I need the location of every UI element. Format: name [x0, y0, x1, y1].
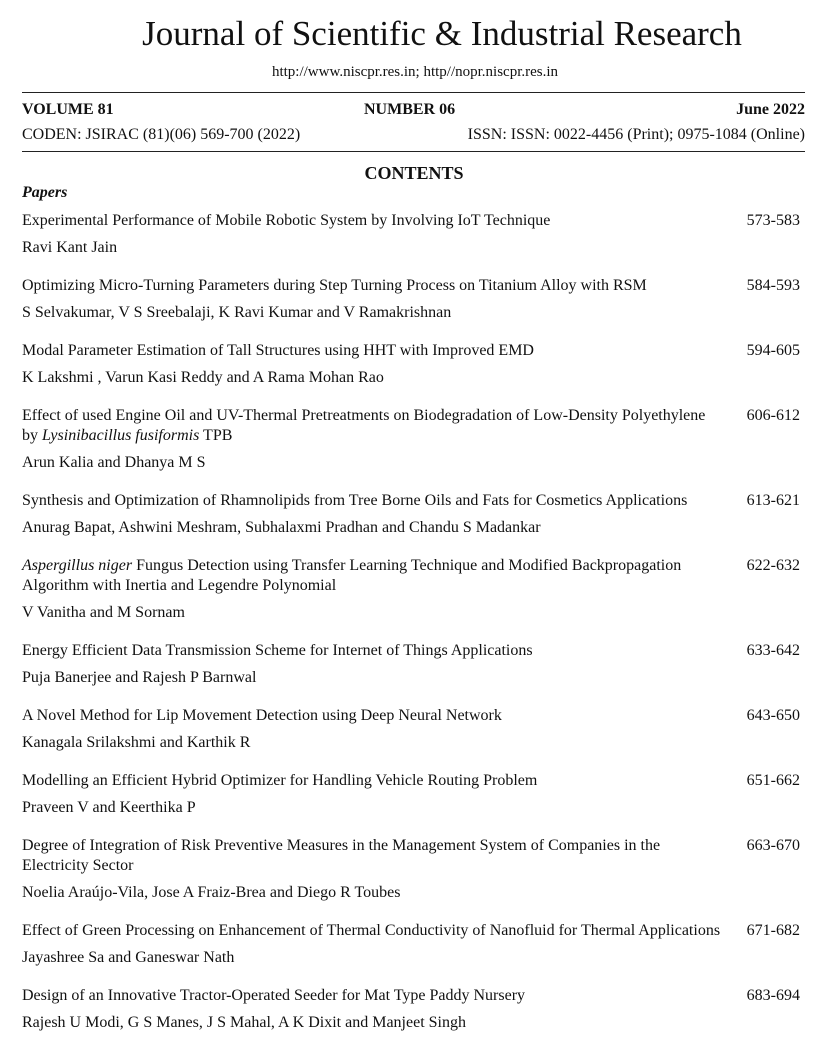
paper-title[interactable]: Effect of Green Processing on Enhancement of Thermal Conductivity of Nanofluid for Thermal Applications — [22, 922, 721, 939]
paper-title[interactable]: Design of an Innovative Tractor-Operated Seeder for Mat Type Paddy Nursery — [22, 987, 526, 1004]
paper-authors: Anurag Bapat, Ashwini Meshram, Subhalaxmi Pradhan and Chandu S Madankar — [22, 519, 541, 536]
issue-date: June 2022 — [736, 101, 805, 118]
number-label: NUMBER 06 — [364, 101, 456, 118]
paper-authors: Ravi Kant Jain — [22, 239, 118, 256]
paper-title[interactable]: Aspergillus niger Fungus Detection using Transfer Learning Technique and Modified Backpropagation Algorithm with Inertia and Legendre Polynomial — [22, 557, 682, 594]
paper-entry[interactable] — [22, 836, 807, 903]
paper-authors: V Vanitha and M Sornam — [22, 604, 185, 621]
paper-pages: 584-593 — [746, 277, 800, 294]
paper-pages: 643-650 — [746, 707, 800, 724]
paper-authors: Praveen V and Keerthika P — [22, 799, 196, 816]
paper-pages: 651-662 — [746, 772, 800, 789]
paper-authors: Arun Kalia and Dhanya M S — [22, 454, 206, 471]
paper-title[interactable]: Modelling an Efficient Hybrid Optimizer for Handling Vehicle Routing Problem — [22, 772, 538, 789]
paper-title[interactable]: Energy Efficient Data Transmission Scheme for Internet of Things Applications — [22, 642, 533, 659]
header-bottom-rule — [22, 151, 805, 152]
paper-pages: 594-605 — [746, 342, 800, 359]
paper-entry[interactable] — [22, 986, 807, 1033]
paper-authors: Kanagala Srilakshmi and Karthik R — [22, 734, 251, 751]
contents-heading: CONTENTS — [364, 163, 464, 183]
paper-title[interactable]: Experimental Performance of Mobile Robotic System by Involving IoT Technique — [22, 212, 551, 229]
journal-urls[interactable]: http://www.niscpr.res.in; http//nopr.niscpr.res.in — [271, 64, 559, 80]
paper-entry[interactable] — [22, 706, 807, 753]
paper-pages: 573-583 — [746, 212, 800, 229]
paper-authors: Rajesh U Modi, G S Manes, J S Mahal, A K Dixit and Manjeet Singh — [22, 1014, 466, 1031]
paper-pages: 633-642 — [746, 642, 800, 659]
paper-authors: Puja Banerjee and Rajesh P Barnwal — [22, 669, 257, 686]
paper-pages: 671-682 — [746, 922, 800, 939]
paper-entry[interactable] — [22, 406, 807, 473]
paper-entry[interactable] — [22, 921, 807, 968]
paper-authors: Jayashree Sa and Ganeswar Nath — [22, 949, 235, 966]
paper-title[interactable]: Effect of used Engine Oil and UV-Thermal Pretreatments on Biodegradation of Low-Density Polyethylene by Lysinibacillus fusiformis TPB — [22, 407, 706, 444]
issn-text: ISSN: ISSN: 0022-4456 (Print); 0975-1084 (Online) — [467, 126, 805, 143]
paper-authors: Noelia Araújo-Vila, Jose A Fraiz-Brea and Diego R Toubes — [22, 884, 401, 901]
section-label-papers: Papers — [22, 184, 68, 201]
paper-pages: 622-632 — [746, 557, 800, 574]
paper-list — [22, 211, 807, 1051]
paper-entry[interactable] — [22, 771, 807, 818]
paper-pages: 613-621 — [746, 492, 800, 509]
paper-title[interactable]: Modal Parameter Estimation of Tall Structures using HHT with Improved EMD — [22, 342, 534, 359]
paper-authors: S Selvakumar, V S Sreebalaji, K Ravi Kumar and V Ramakrishnan — [22, 304, 452, 321]
paper-entry[interactable] — [22, 211, 807, 258]
paper-pages: 683-694 — [746, 987, 800, 1004]
paper-pages: 663-670 — [746, 837, 800, 854]
paper-entry[interactable] — [22, 491, 807, 538]
paper-entry[interactable] — [22, 556, 807, 623]
paper-title[interactable]: Synthesis and Optimization of Rhamnolipids from Tree Borne Oils and Fats for Cosmetics Applications — [22, 492, 688, 509]
paper-entry[interactable] — [22, 276, 807, 323]
paper-pages: 606-612 — [746, 407, 800, 424]
paper-title[interactable]: Degree of Integration of Risk Preventive Measures in the Management System of Companies in the Electricity Sector — [22, 837, 661, 874]
paper-title[interactable]: Optimizing Micro-Turning Parameters during Step Turning Process on Titanium Alloy with RSM — [22, 277, 647, 294]
paper-authors: K Lakshmi , Varun Kasi Reddy and A Rama Mohan Rao — [22, 369, 384, 386]
header-top-rule — [22, 92, 805, 93]
coden-text: CODEN: JSIRAC (81)(06) 569-700 (2022) — [22, 126, 301, 143]
volume-label: VOLUME 81 — [22, 101, 114, 118]
paper-title[interactable]: A Novel Method for Lip Movement Detection using Deep Neural Network — [22, 707, 502, 724]
paper-entry[interactable] — [22, 641, 807, 688]
journal-title: Journal of Scientific & Industrial Research — [142, 14, 742, 53]
paper-entry[interactable] — [22, 341, 807, 388]
